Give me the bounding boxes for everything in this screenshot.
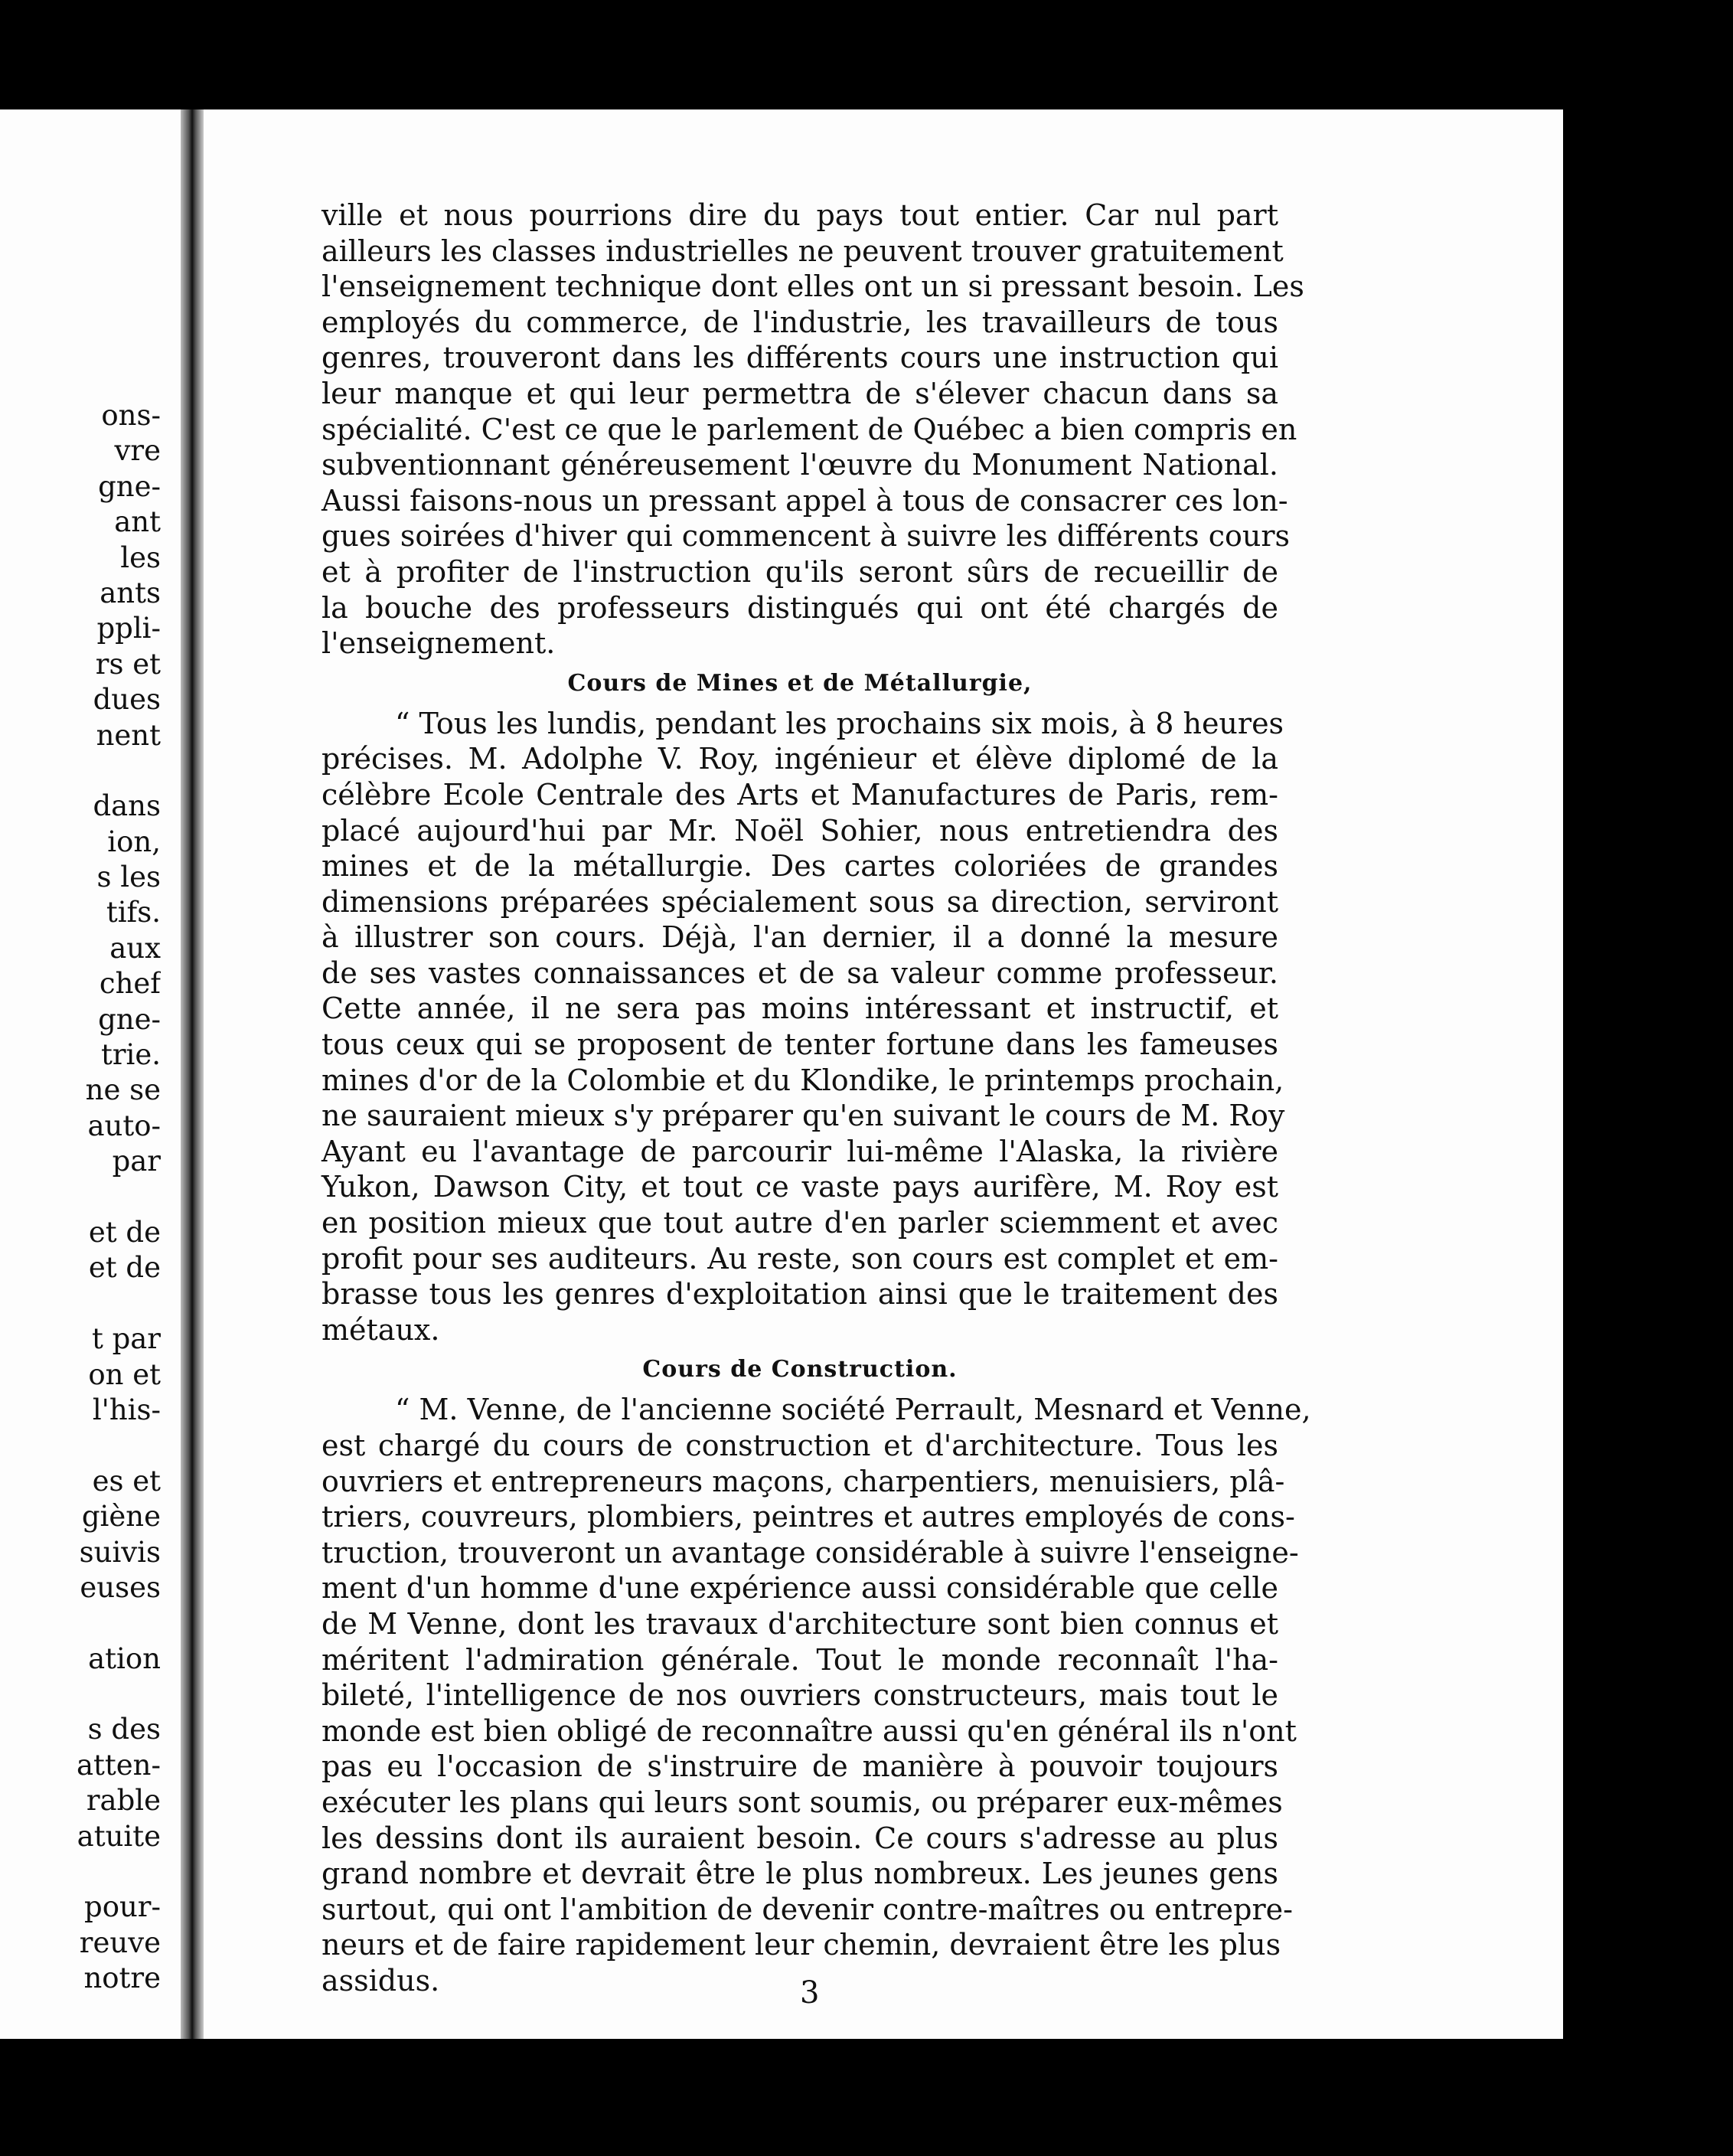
text-line: métaux. (321, 1312, 440, 1347)
facing-page-line (0, 1677, 161, 1712)
facing-page-line (0, 1606, 161, 1641)
text-line: ville et nous pourrions dire du pays tout entier. Car nul part (321, 198, 1278, 232)
text-line: monde est bien obligé de reconnaître aussi qu'en général ils n'ont (321, 1713, 1297, 1748)
text-line: employés du commerce, de l'industrie, les travailleurs de tous (321, 305, 1278, 339)
text-line: genres, trouveront dans les différents cours une instruction qui (321, 341, 1278, 375)
facing-page-line: gne- (98, 1002, 161, 1036)
text-line: Yukon, Dawson City, et tout ce vaste pays aurifère, M. Roy est (321, 1170, 1278, 1204)
text-line: à illustrer son cours. Déjà, l'an dernier, il a donné la mesure (321, 920, 1278, 955)
text-line: dimensions préparées spécialement sous sa direction, serviront (321, 884, 1278, 919)
book-gutter (181, 109, 204, 2039)
facing-page-line: ion, (107, 825, 161, 858)
facing-page-line: rs et (95, 647, 161, 681)
facing-page-line: nent (96, 718, 161, 752)
paragraph-mines (321, 706, 1285, 1348)
text-line: Aussi faisons-nous un pressant appel à tous de consacrer ces lon- (321, 483, 1288, 518)
section-heading-construction: Cours de Construction. (642, 1356, 958, 1383)
facing-page-line: euses (80, 1570, 161, 1604)
facing-page-line: dans (93, 789, 161, 823)
facing-page-line: gne- (98, 469, 161, 503)
paragraph-intro (321, 198, 1304, 662)
text-line: l'enseignement. (321, 626, 556, 661)
facing-page-line: aux (109, 931, 161, 965)
facing-page-line: es et (92, 1464, 161, 1498)
text-line: bileté, l'intelligence de nos ouvriers constructeurs, mais tout le (321, 1678, 1278, 1713)
facing-page-line: par (112, 1145, 161, 1178)
facing-page-line: l'his- (92, 1393, 161, 1426)
text-line: neurs et de faire rapidement leur chemin, devraient être les plus (321, 1928, 1281, 1962)
text-line: pas eu l'occasion de s'instruire de manière à pouvoir toujours (321, 1749, 1278, 1784)
facing-page-line (0, 753, 161, 789)
text-line: célèbre Ecole Centrale des Arts et Manufactures de Paris, rem- (321, 777, 1278, 812)
facing-page-line: et de (88, 1215, 161, 1249)
facing-page-line: ne se (85, 1073, 161, 1107)
facing-page-line: et de (88, 1251, 161, 1285)
text-line: truction, trouveront un avantage considérable à suivre l'enseigne- (321, 1535, 1299, 1570)
facing-page-line: atten- (76, 1748, 161, 1782)
facing-page-line: pour- (84, 1890, 161, 1924)
section-heading-mines: Cours de Mines et de Métallurgie, (567, 669, 1033, 697)
facing-page-line: giène (81, 1500, 161, 1534)
text-line: assidus. (321, 1963, 440, 1998)
facing-page-line: dues (93, 683, 161, 717)
text-line: spécialité. C'est ce que le parlement de Québec a bien compris en (321, 412, 1297, 446)
paragraph-construction (321, 1392, 1311, 1998)
text-line: précises. M. Adolphe V. Roy, ingénieur et élève diplomé de la (321, 742, 1278, 776)
text-line: de ses vastes connaissances et de sa valeur comme professeur. (321, 956, 1278, 990)
text-line: leur manque et qui leur permettra de s'élever chacun dans sa (321, 376, 1278, 410)
facing-page-line: rable (86, 1784, 161, 1818)
facing-page-line: auto- (87, 1109, 161, 1142)
text-line: ne sauraient mieux s'y préparer qu'en suivant le cours de M. Roy (321, 1099, 1285, 1133)
facing-page-line: on et (88, 1357, 161, 1391)
text-line: grand nombre et devrait être le plus nombreux. Les jeunes gens (321, 1857, 1278, 1891)
text-line: en position mieux que tout autre d'en parler sciemment et avec (321, 1206, 1278, 1240)
text-line: Cette année, il ne sera pas moins intéressant et instructif, et (321, 991, 1278, 1026)
text-line: placé aujourd'hui par Mr. Noël Sohier, nous entretiendra des (321, 813, 1278, 848)
text-line: est chargé du cours de construction et d'architecture. Tous les (321, 1429, 1278, 1462)
facing-page-line: s les (96, 861, 161, 894)
text-line: la bouche des professeurs distingués qui ont été chargés de (321, 590, 1278, 625)
text-line: les dessins dont ils auraient besoin. Ce cours s'adresse au plus (321, 1821, 1278, 1855)
text-line: de M Venne, dont les travaux d'architecture sont bien connus et (321, 1606, 1278, 1641)
facing-page-line: reuve (79, 1926, 161, 1959)
facing-page-line: t par (91, 1322, 161, 1356)
text-line: “ Tous les lundis, pendant les prochains six mois, à 8 heures (395, 706, 1284, 740)
text-line: triers, couvreurs, plombiers, peintres et autres employés de cons- (321, 1500, 1295, 1534)
page-content (321, 198, 1311, 1999)
text-line: ment d'un homme d'une expérience aussi considérable que celle (321, 1571, 1278, 1606)
facing-page-line: ppli- (96, 612, 161, 645)
facing-page-line: chef (99, 967, 161, 1001)
text-line: mines d'or de la Colombie et du Klondike, le printemps prochain, (321, 1063, 1284, 1097)
facing-page-line: suivis (79, 1535, 161, 1569)
facing-page-text (0, 398, 161, 1997)
text-line: mines et de la métallurgie. Des cartes coloriées de grandes (321, 849, 1278, 884)
facing-page-line (0, 1854, 161, 1890)
text-line: profit pour ses auditeurs. Au reste, son cours est complet et em- (321, 1241, 1278, 1276)
text-line: l'enseignement technique dont elles ont un si pressant besoin. Les (321, 270, 1304, 304)
facing-page-line (0, 1180, 161, 1215)
text-line: méritent l'admiration générale. Tout le monde reconnaît l'ha- (321, 1642, 1278, 1677)
text-line: gues soirées d'hiver qui commencent à suivre les différents cours (321, 519, 1291, 554)
facing-page-line: notre (83, 1962, 161, 1995)
text-line: exécuter les plans qui leurs sont soumis, ou préparer eux-mêmes (321, 1785, 1283, 1819)
text-line: subventionnant généreusement l'œuvre du Monument National. (321, 448, 1278, 482)
facing-page-line: ant (114, 505, 161, 539)
facing-page-line: ons- (101, 399, 161, 432)
text-line: Ayant eu l'avantage de parcourir lui-même l'Alaska, la rivière (321, 1134, 1278, 1168)
facing-page-line: atuite (77, 1819, 161, 1853)
facing-page-line: vre (114, 434, 161, 468)
facing-page-line: les (120, 541, 161, 574)
facing-page-line: trie. (100, 1038, 161, 1072)
facing-page-line (0, 1286, 161, 1321)
facing-page-line: ation (88, 1642, 161, 1675)
facing-page-line: s des (87, 1713, 161, 1746)
facing-page-line: tifs. (106, 896, 161, 929)
text-line: ouvriers et entrepreneurs maçons, charpentiers, menuisiers, plâ- (321, 1464, 1285, 1498)
facing-page-line (0, 1428, 161, 1463)
text-line: ailleurs les classes industrielles ne peuvent trouver gratuitement (321, 234, 1284, 268)
text-line: brasse tous les genres d'exploitation ainsi que le traitement des (321, 1277, 1278, 1312)
page-number: 3 (800, 1975, 820, 2011)
text-line: tous ceux qui se proposent de tenter fortune dans les fameuses (321, 1027, 1278, 1062)
text-line: “ M. Venne, de l'ancienne société Perrault, Mesnard et Venne, (395, 1393, 1311, 1427)
text-line: surtout, qui ont l'ambition de devenir contre-maîtres ou entrepre- (321, 1892, 1293, 1926)
facing-page-line: ants (100, 576, 161, 609)
text-line: et à profiter de l'instruction qu'ils seront sûrs de recueillir de (321, 554, 1278, 589)
